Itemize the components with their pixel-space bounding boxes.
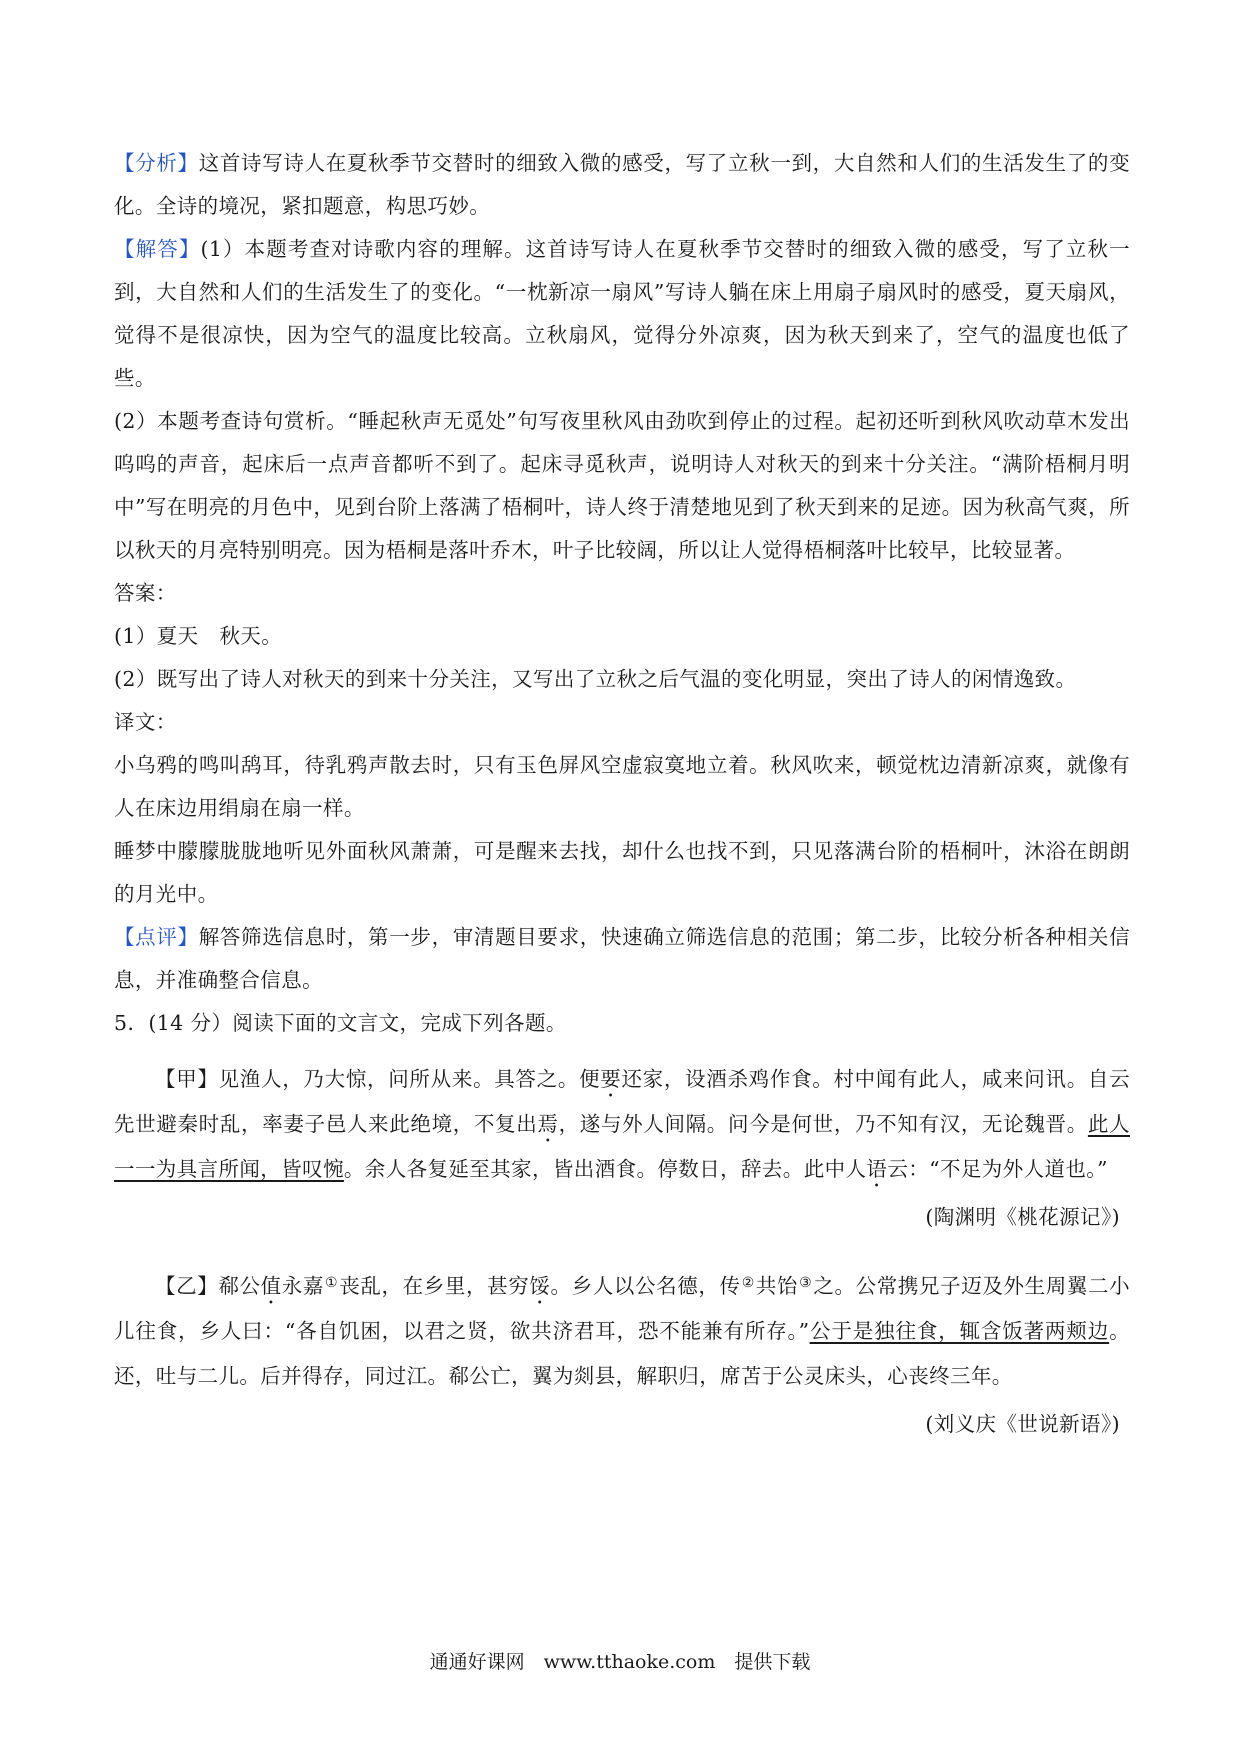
passage-b-text: 。还，吐与二儿。后并得存，同过江。郗公亡，翼为剡县，解职归，席苫于公灵床头，心丧终三年。 xyxy=(114,1319,1130,1388)
answers-label: 答案： xyxy=(114,581,177,605)
passage-b-text: 共饴 xyxy=(755,1274,799,1298)
emphasis-char: 馁 xyxy=(529,1274,551,1298)
answer-tag: 【解答】 xyxy=(114,237,201,261)
underlined-sentence: 公于是独往食，辄含饭著两颊边 xyxy=(809,1319,1110,1343)
footnote-marker: ① xyxy=(325,1275,339,1291)
translation-para-1: 小乌鸦的鸣叫鸹耳，待乳鸦声散去时，只有玉色屏风空虚寂寞地立着。秋风吹来，顿觉枕边清新凉爽，就像有人在床边用绢扇在扇一样。 xyxy=(114,753,1130,820)
question-5-heading: 5．(14 分）阅读下面的文言文，完成下列各题。 xyxy=(114,1011,567,1035)
passage-b-source: (刘义庆《世说新语》) xyxy=(925,1412,1120,1436)
passage-a-text: 【甲】见渔人，乃大惊，问所从来。具答之。便 xyxy=(155,1067,601,1091)
translation-para-2: 睡梦中朦朦胧胧地听见外面秋风萧萧，可是醒来去找，却什么也找不到，只见落满台阶的梧桐叶，沐浴在朗朗的月光中。 xyxy=(114,839,1130,906)
answer-2: (2）既写出了诗人对秋天的到来十分关注，又写出了立秋之后气温的变化明显，突出了诗人的闲情逸致。 xyxy=(114,667,1077,691)
analysis-text: 这首诗写诗人在夏秋季节交替时的细致入微的感受，写了立秋一到，大自然和人们的生活发生了的变化。全诗的境况，紧扣题意，构思巧妙。 xyxy=(114,151,1130,218)
passage-a-text: ，遂与外人间隔。问今是何世，乃不知有汉，无论魏晋。 xyxy=(558,1112,1088,1136)
passage-a-text: 。余人各复延至其家，皆出酒食。停数日，辞去。此中人 xyxy=(343,1157,867,1181)
footnote-marker: ② xyxy=(741,1275,755,1291)
passage-b-text: 之。公常携兄子迈及外生周翼二小儿往食，乡人曰：“各自饥困，以君之贤，欲共济君耳，恐不能兼有所存。” xyxy=(114,1274,1131,1343)
emphasis-char: 要 xyxy=(600,1067,622,1091)
answer-part2: (2）本题考查诗句赏析。“睡起秋声无觅处”句写夜里秋风由劲吹到停止的过程。起初还听到秋风吹动草木发出呜呜的声音，起床后一点声音都听不到了。起床寻觅秋声，说明诗人对秋天的到来十分关注。“满阶梧桐月明中”写在明亮的月色中，见到台阶上落满了梧桐叶，诗人终于清楚地见到了秋天到来的足迹。因为秋高气爽，所以秋天的月亮特别明亮。因为梧桐是落叶乔木，叶子比较阔，所以让人觉得梧桐落叶比较早，比较显著。 xyxy=(114,409,1130,562)
passage-a-text: 云：“不足为外人道也。” xyxy=(887,1157,1108,1181)
passage-b xyxy=(114,1261,1130,1399)
analysis-paragraph xyxy=(114,142,1130,228)
document-body xyxy=(114,142,1130,1446)
underlined-sentence: 此人一一为具言所闻，皆叹惋 xyxy=(114,1112,1130,1181)
passage-a xyxy=(114,1057,1130,1192)
comment-tag: 【点评】 xyxy=(114,925,199,949)
comment-text: 解答筛选信息时，第一步，审清题目要求，快速确立筛选信息的范围；第二步，比较分析各种相关信息，并准确整合信息。 xyxy=(114,925,1130,992)
passage-a-text: 还家，设酒杀鸡作食。村中闻有此人，咸来问讯。自云先世避秦时乱，率妻子邑人来此绝境，不复出 xyxy=(114,1067,1130,1136)
passage-b-text: 丧乱，在乡里，甚穷 xyxy=(339,1274,530,1298)
passage-b-text: 永嘉 xyxy=(281,1274,325,1298)
translation-label: 译文： xyxy=(114,710,177,734)
answer-1: (1）夏天 秋天。 xyxy=(114,624,283,648)
answer-part1 xyxy=(114,228,1130,400)
emphasis-char: 语 xyxy=(866,1157,888,1181)
comment-paragraph xyxy=(114,916,1130,1002)
page-footer: 通通好课网 www.tthaoke.com 提供下载 xyxy=(429,1651,811,1673)
emphasis-char: 焉 xyxy=(537,1112,559,1136)
passage-b-text: 。乡人以公名德，传 xyxy=(550,1274,741,1298)
analysis-tag: 【分析】 xyxy=(114,151,199,175)
passage-a-source: (陶渊明《桃花源记》) xyxy=(925,1205,1120,1229)
passage-b-text: 【乙】郗公 xyxy=(155,1274,261,1298)
footnote-marker: ③ xyxy=(799,1275,813,1291)
answer-part1-text: (1）本题考查对诗歌内容的理解。这首诗写诗人在夏秋季节交替时的细致入微的感受，写了立秋一到，大自然和人们的生活发生了的变化。“一枕新凉一扇风”写诗人躺在床上用扇子扇风时的感受，夏天扇风，觉得不是很凉快，因为空气的温度比较高。立秋扇风，觉得分外凉爽，因为秋天到来了，空气的温度也低了些。 xyxy=(114,237,1130,390)
emphasis-char: 值 xyxy=(260,1274,282,1298)
